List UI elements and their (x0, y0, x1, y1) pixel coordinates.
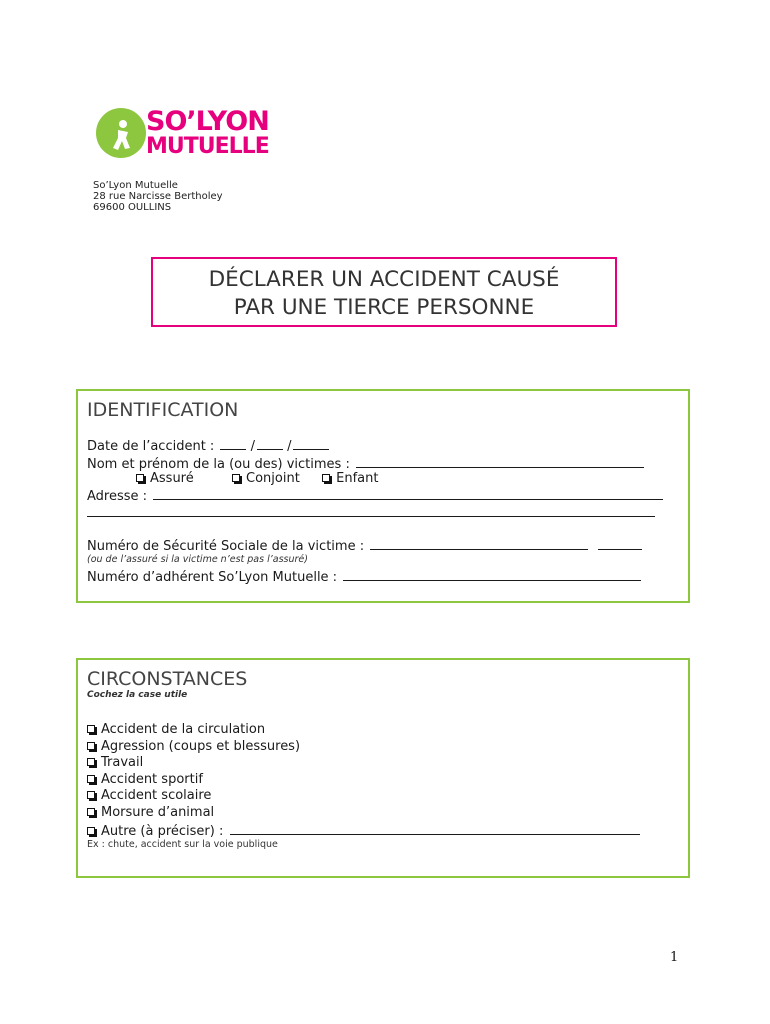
victim-name-row (87, 455, 644, 472)
date-day-field[interactable] (220, 437, 246, 450)
circonstances-heading: CIRCONSTANCES (87, 668, 248, 690)
document-title (151, 257, 617, 327)
checkbox-scolaire[interactable] (87, 791, 95, 799)
address-field-line-2[interactable] (87, 504, 655, 517)
address-city: 69600 OULLINS (93, 202, 172, 213)
option-label: Accident sportif (101, 772, 203, 787)
member-number-row (87, 568, 641, 585)
ssn-row (87, 537, 642, 554)
address-label: Adresse : (87, 489, 148, 504)
checkbox-morsure[interactable] (87, 808, 95, 816)
option-label: Morsure d’animal (101, 805, 215, 820)
logo-line-1: SO’LYON (146, 106, 269, 137)
option-row (87, 772, 203, 787)
checkbox-enfant[interactable] (322, 474, 330, 482)
accident-date-row: Date de l’accident : / / (87, 437, 329, 454)
checkbox-agression[interactable] (87, 742, 95, 750)
address-row (87, 487, 663, 504)
checkbox-travail[interactable] (87, 758, 95, 766)
victim-name-label: Nom et prénom de la (ou des) victimes : (87, 457, 350, 472)
option-row (87, 739, 300, 754)
accident-date-label: Date de l’accident : (87, 439, 215, 454)
option-label: Travail (101, 755, 144, 770)
date-year-field[interactable] (293, 437, 329, 450)
option-label: Accident de la circulation (101, 722, 266, 737)
identification-heading: IDENTIFICATION (87, 399, 239, 421)
address-field-line-1[interactable] (153, 487, 663, 500)
victim-type-options (136, 471, 378, 486)
logo-figure-icon (96, 108, 146, 158)
circonstances-example: Ex : chute, accident sur la voie publique (87, 839, 278, 850)
sender-address (93, 180, 223, 213)
option-row (87, 722, 265, 737)
option-row (87, 805, 214, 820)
option-label: Agression (coups et blessures) (101, 739, 301, 754)
circonstances-section (76, 658, 690, 878)
date-month-field[interactable] (257, 437, 283, 450)
address-street: 28 rue Narcisse Bertholey (93, 191, 223, 202)
option-enfant-label: Enfant (336, 471, 379, 486)
identification-section (76, 389, 690, 603)
ssn-note: (ou de l’assuré si la victime n’est pas l’assuré) (87, 554, 308, 565)
option-label: Autre (à préciser) : (101, 824, 224, 839)
page-number: 1 (670, 950, 679, 965)
member-number-field[interactable] (343, 568, 641, 581)
address-name: So’Lyon Mutuelle (93, 180, 178, 191)
option-row (87, 822, 640, 839)
option-row (87, 788, 211, 803)
checkbox-conjoint[interactable] (232, 474, 240, 482)
ssn-field[interactable] (370, 537, 588, 550)
checkbox-sportif[interactable] (87, 775, 95, 783)
logo-line-2: MUTUELLE (146, 134, 269, 159)
option-conjoint-label: Conjoint (246, 471, 300, 486)
checkbox-autre[interactable] (87, 827, 95, 835)
ssn-key-field[interactable] (598, 537, 642, 550)
option-label: Accident scolaire (101, 788, 212, 803)
victim-name-field[interactable] (356, 455, 644, 468)
title-line-1: DÉCLARER UN ACCIDENT CAUSÉ (208, 267, 560, 292)
title-line-2: PAR UNE TIERCE PERSONNE (233, 295, 535, 320)
ssn-label: Numéro de Sécurité Sociale de la victime : (87, 539, 365, 554)
circonstances-instruction: Cochez la case utile (87, 690, 188, 700)
option-row (87, 755, 143, 770)
member-number-label: Numéro d’adhérent So’Lyon Mutuelle : (87, 570, 338, 585)
autre-precision-field[interactable] (230, 822, 640, 835)
so-lyon-logo (96, 106, 296, 166)
checkbox-assure[interactable] (136, 474, 144, 482)
option-assure-label: Assuré (150, 471, 194, 486)
address-row-2 (87, 504, 655, 521)
checkbox-circulation[interactable] (87, 725, 95, 733)
